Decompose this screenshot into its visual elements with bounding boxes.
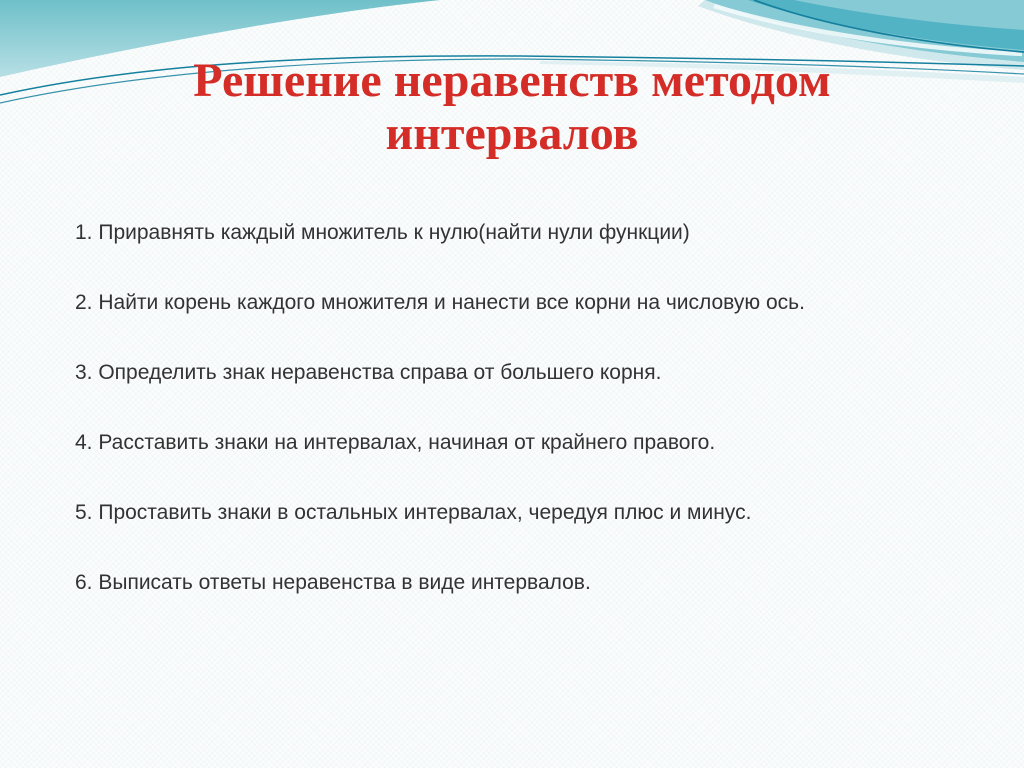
step-item: 6. Выписать ответы неравенства в виде интервалов. bbox=[75, 571, 591, 594]
step-item: 5. Проставить знаки в остальных интервалах, чередуя плюс и минус. bbox=[75, 501, 752, 524]
slide-title: Решение неравенств методом интервалов bbox=[193, 54, 831, 160]
step-item: 1. Приравнять каждый множитель к нулю(найти нули функции) bbox=[75, 221, 690, 244]
step-item: 4. Расставить знаки на интервалах, начиная от крайнего правого. bbox=[75, 431, 716, 454]
step-item: 3. Определить знак неравенства справа от большего корня. bbox=[75, 361, 662, 384]
steps-list bbox=[75, 216, 820, 636]
step-item: 2. Найти корень каждого множителя и нанести все корни на числовую ось. bbox=[75, 291, 805, 314]
